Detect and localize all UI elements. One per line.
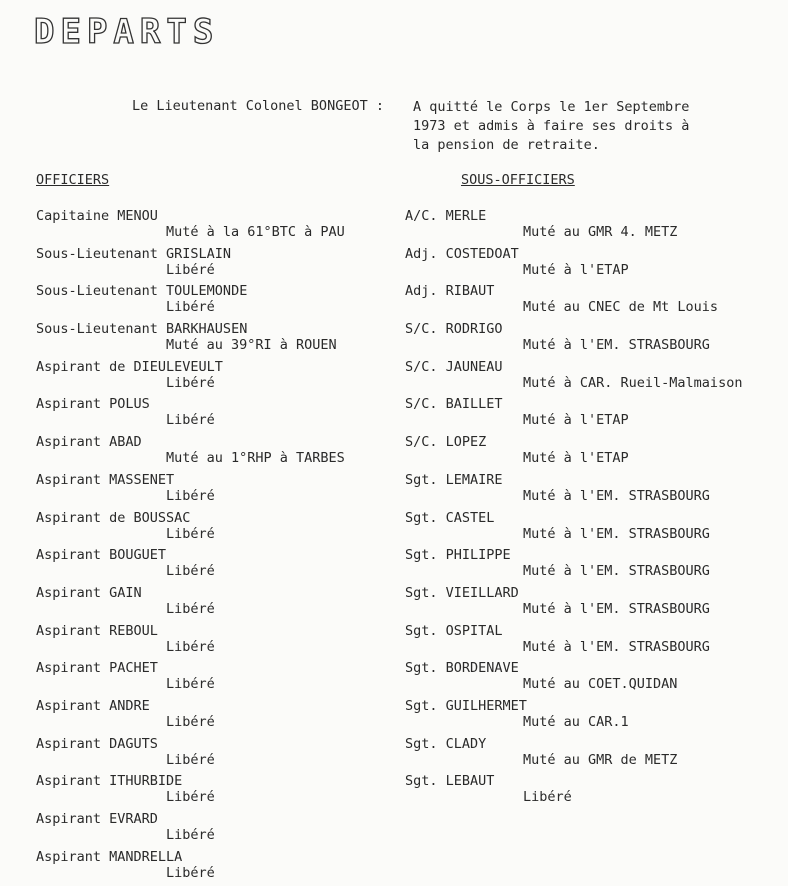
personnel-name: Aspirant MANDRELLA	[36, 848, 183, 865]
page-title: DEPARTS	[34, 12, 220, 52]
personnel-destination: Muté à l'ETAP	[523, 412, 629, 429]
personnel-destination: Libéré	[166, 638, 215, 655]
personnel-name: Sous-Lieutenant TOULEMONDE	[36, 283, 248, 300]
personnel-destination: Muté au COET.QUIDAN	[523, 676, 678, 693]
personnel-destination: Muté au 1°RHP à TARBES	[166, 450, 345, 467]
personnel-name: Aspirant ITHURBIDE	[36, 773, 183, 790]
personnel-name: Capitaine MENOU	[36, 208, 158, 224]
personnel-destination: Muté à l'EM. STRASBOURG	[523, 487, 710, 504]
personnel-name: Aspirant de DIEULEVEULT	[36, 358, 223, 375]
personnel-name: Aspirant ANDRE	[36, 697, 150, 714]
personnel-name: Aspirant REBOUL	[36, 622, 158, 639]
personnel-destination: Muté à l'ETAP	[523, 450, 629, 467]
intro-text	[413, 98, 689, 155]
personnel-name: Aspirant MASSENET	[36, 471, 175, 488]
personnel-destination: Muté à CAR. Rueil-Malmaison	[523, 374, 743, 391]
personnel-destination: Libéré	[166, 600, 215, 617]
personnel-destination: Muté à l'EM. STRASBOURG	[523, 337, 710, 354]
personnel-name: Sgt. CLADY	[405, 735, 487, 752]
personnel-destination: Muté au 39°RI à ROUEN	[166, 337, 337, 354]
personnel-destination: Libéré	[166, 864, 215, 881]
personnel-name: Sgt. PHILIPPE	[405, 547, 511, 564]
personnel-name: A/C. MERLE	[405, 208, 487, 224]
personnel-destination: Muté à l'EM. STRASBOURG	[523, 563, 710, 580]
personnel-destination: Muté à l'EM. STRASBOURG	[523, 525, 710, 542]
personnel-name: S/C. JAUNEAU	[405, 358, 503, 375]
intro-line: 1973 et admis à faire ses droits à	[413, 118, 690, 134]
personnel-name: Adj. COSTEDOAT	[405, 245, 519, 262]
sous-officiers-heading: SOUS-OFFICIERS	[461, 172, 575, 188]
personnel-name: Aspirant ABAD	[36, 434, 142, 451]
personnel-destination: Muté à l'EM. STRASBOURG	[523, 600, 710, 617]
personnel-destination: Muté au CNEC de Mt Louis	[523, 299, 719, 316]
personnel-name: Sgt. LEMAIRE	[405, 471, 503, 488]
personnel-name: Aspirant BOUGUET	[36, 547, 167, 564]
personnel-name: Aspirant de BOUSSAC	[36, 509, 191, 526]
intro-line: la pension de retraite.	[413, 137, 600, 153]
personnel-destination: Libéré	[166, 261, 215, 278]
personnel-name: S/C. RODRIGO	[405, 321, 503, 338]
personnel-destination: Libéré	[166, 713, 215, 730]
intro-line: A quitté le Corps le 1er Septembre	[413, 99, 690, 115]
personnel-destination: Muté à l'ETAP	[523, 261, 629, 278]
personnel-destination: Libéré	[166, 751, 215, 768]
officiers-heading: OFFICIERS	[36, 172, 110, 188]
personnel-destination: Muté au GMR de METZ	[523, 751, 678, 768]
personnel-destination: Libéré	[166, 412, 215, 429]
personnel-name: S/C. LOPEZ	[405, 434, 487, 451]
personnel-destination: Muté à l'EM. STRASBOURG	[523, 638, 710, 655]
intro-name: Le Lieutenant Colonel BONGEOT :	[132, 98, 384, 114]
personnel-name: Sous-Lieutenant BARKHAUSEN	[36, 321, 248, 338]
personnel-destination: Muté au GMR 4. METZ	[523, 224, 678, 240]
personnel-destination: Libéré	[166, 299, 215, 316]
personnel-destination: Libéré	[166, 676, 215, 693]
personnel-name: Sgt. VIEILLARD	[405, 584, 519, 601]
personnel-destination: Libéré	[166, 789, 215, 806]
personnel-name: Aspirant DAGUTS	[36, 735, 158, 752]
personnel-destination: Libéré	[166, 487, 215, 504]
personnel-destination: Libéré	[166, 563, 215, 580]
personnel-name: Sgt. CASTEL	[405, 509, 495, 526]
personnel-name: Aspirant EVRARD	[36, 811, 158, 827]
personnel-destination: Libéré	[523, 789, 572, 806]
personnel-name: Sous-Lieutenant GRISLAIN	[36, 245, 232, 262]
personnel-name: S/C. BAILLET	[405, 396, 503, 413]
personnel-destination: Muté au CAR.1	[523, 713, 629, 730]
personnel-name: Sgt. LEBAUT	[405, 773, 495, 790]
personnel-name: Sgt. BORDENAVE	[405, 660, 519, 677]
personnel-destination: Libéré	[166, 827, 215, 843]
personnel-name: Sgt. OSPITAL	[405, 622, 503, 639]
personnel-name: Sgt. GUILHERMET	[405, 697, 527, 714]
personnel-destination: Muté à la 61°BTC à PAU	[166, 224, 345, 240]
personnel-name: Aspirant GAIN	[36, 584, 142, 601]
personnel-destination: Libéré	[166, 374, 215, 391]
personnel-name: Aspirant POLUS	[36, 396, 150, 413]
personnel-name: Adj. RIBAUT	[405, 283, 495, 300]
personnel-name: Aspirant PACHET	[36, 660, 158, 677]
personnel-destination: Libéré	[166, 525, 215, 542]
